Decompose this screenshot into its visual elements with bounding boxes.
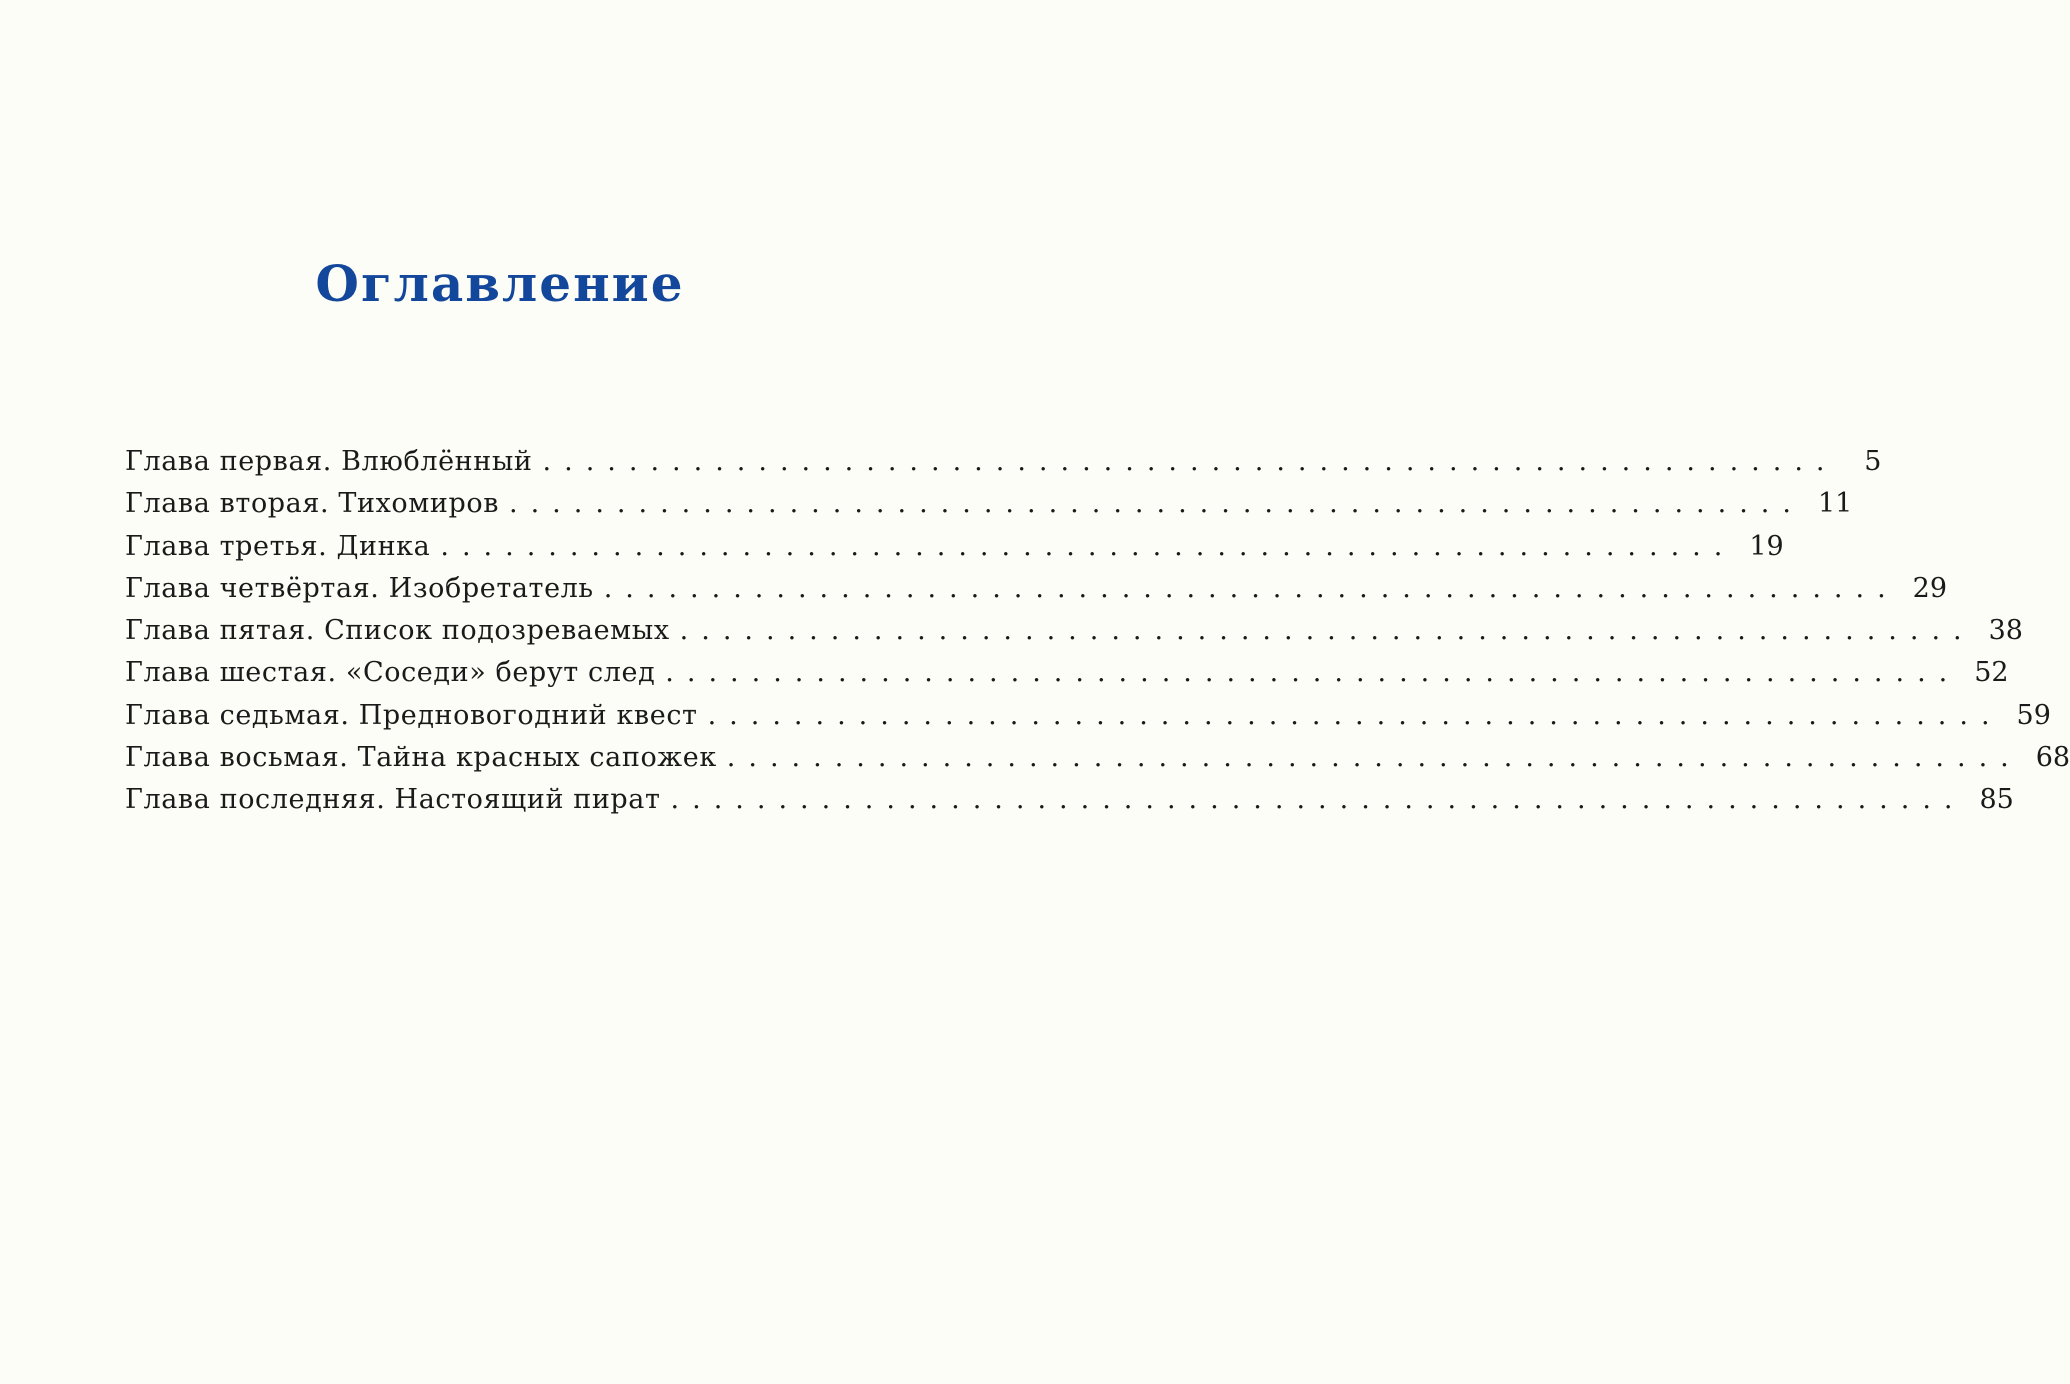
toc-entry xyxy=(125,652,2009,694)
table-of-contents xyxy=(125,441,2070,822)
toc-dot-leader: ............................................................ xyxy=(509,488,1804,520)
toc-entry-page: 68 xyxy=(2035,742,2070,774)
toc-entry-title: Глава первая. Влюблённый xyxy=(125,446,533,477)
toc-entry xyxy=(125,779,2014,821)
toc-entry xyxy=(125,610,2023,652)
toc-entry-page: 11 xyxy=(1817,488,1853,520)
toc-entry xyxy=(125,568,1948,610)
page-title: Оглавление xyxy=(315,254,685,313)
toc-dot-leader: ............................................................ xyxy=(542,446,1838,477)
toc-dot-leader: ............................................................ xyxy=(603,572,1899,604)
toc-entry-title: Глава третья. Динка xyxy=(125,530,431,562)
toc-entry-title: Глава пятая. Список подозреваемых xyxy=(125,615,670,647)
toc-dot-leader: ............................................................ xyxy=(679,615,1975,647)
toc-entry-title: Глава шестая. «Соседи» берут след xyxy=(125,657,656,689)
toc-entry-title: Глава седьмая. Предновогодний квест xyxy=(125,699,698,731)
toc-entry-page: 19 xyxy=(1749,530,1784,562)
toc-dot-leader: ............................................................ xyxy=(665,657,1961,689)
toc-entry-page: 52 xyxy=(1974,657,2009,689)
toc-entry-title: Глава восьмая. Тайна красных сапожек xyxy=(125,742,717,774)
toc-entry xyxy=(125,526,1784,568)
toc-dot-leader: ............................................................ xyxy=(707,699,2003,731)
toc-dot-leader: ............................................................ xyxy=(726,742,2022,774)
toc-entry xyxy=(125,483,1853,525)
toc-entry-page: 29 xyxy=(1912,572,1948,604)
toc-entry-title: Глава последняя. Настоящий пират xyxy=(125,784,661,816)
toc-entry-title: Глава четвёртая. Изобретатель xyxy=(125,572,594,604)
toc-entry xyxy=(125,737,2070,779)
toc-entry-page: 59 xyxy=(2016,699,2051,731)
toc-entry xyxy=(125,695,2051,737)
toc-dot-leader: ............................................................ xyxy=(440,530,1736,562)
toc-entry-title: Глава вторая. Тихомиров xyxy=(125,488,500,520)
toc-entry-page: 38 xyxy=(1988,615,2023,647)
toc-entry-page: 85 xyxy=(1979,784,2014,816)
toc-dot-leader: ............................................................ xyxy=(670,784,1966,816)
toc-entry-page: 5 xyxy=(1864,446,1882,477)
toc-entry xyxy=(125,441,1882,483)
